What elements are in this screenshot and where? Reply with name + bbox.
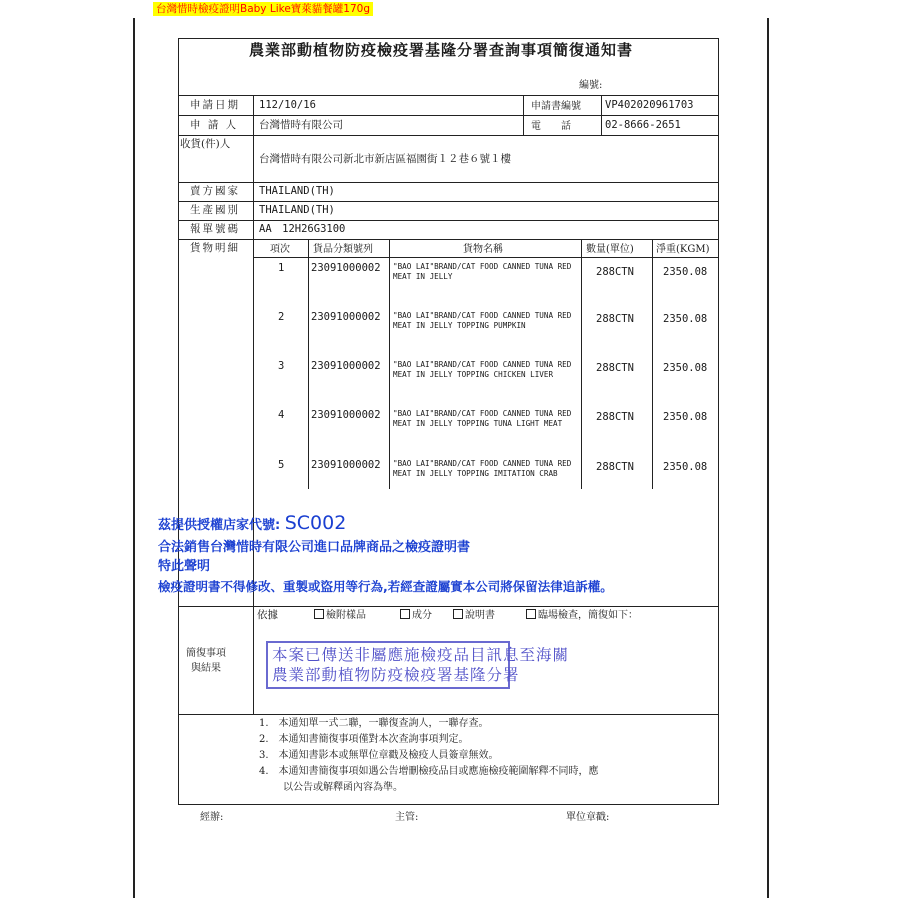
overlay-line-4: 檢疫證明書不得修改、重製或盜用等行為,若經查證屬實本公司將保留法律追訴權。	[158, 579, 613, 594]
applicant-label: 申 請 人	[190, 119, 239, 131]
checkbox-icon	[400, 609, 410, 619]
overlay-line-2: 合法銷售台灣惜時有限公司進口品牌商品之檢疫證明書	[158, 540, 471, 555]
rule	[178, 714, 719, 715]
item-no: 2	[278, 311, 285, 323]
rule	[178, 201, 719, 202]
rule	[178, 115, 719, 116]
consignee-value: 台灣惜時有限公司新北市新店區福園街１２巷６號１樓	[259, 153, 511, 165]
item-name: "BAO LAI"BRAND/CAT FOOD CANNED TUNA RED MEAT IN JELLY TOPPING TUNA LIGHT MEAT	[393, 409, 572, 428]
basis-option-inspection: 臨場檢查，簡復如下：	[526, 609, 638, 622]
item-name: "BAO LAI"BRAND/CAT FOOD CANNED TUNA RED MEAT IN JELLY TOPPING IMITATION CRAB	[393, 459, 572, 478]
checkbox-icon	[314, 609, 324, 619]
rule	[253, 257, 719, 258]
item-code: 23091000002	[311, 262, 381, 274]
col-qty: 數量(單位)	[586, 244, 634, 255]
item-qty: 288CTN	[596, 313, 634, 325]
item-no: 1	[278, 262, 285, 274]
producer-country-label: 生產國別	[190, 204, 240, 216]
declaration-label: 報單號碼	[190, 223, 240, 235]
item-qty: 288CTN	[596, 362, 634, 374]
note-line: 以公告或解釋函內容為準。	[283, 782, 403, 793]
col-weight: 淨重(KGM)	[656, 244, 710, 255]
item-no: 5	[278, 459, 285, 471]
item-name: "BAO LAI"BRAND/CAT FOOD CANNED TUNA RED MEAT IN JELLY TOPPING CHICKEN LIVER	[393, 360, 572, 379]
note-line: 2. 本通知書簡復事項僅對本次查詢事項判定。	[259, 734, 469, 745]
item-code: 23091000002	[311, 311, 381, 323]
checkbox-icon	[526, 609, 536, 619]
rule	[178, 220, 719, 221]
declaration-value: AA 12H26G3100	[259, 223, 346, 235]
rule	[523, 95, 524, 135]
stamp-line: 本案已傳送非屬應施檢疫品目訊息至海關	[272, 646, 570, 664]
phone-label: 電 話	[531, 121, 571, 132]
rule	[581, 239, 582, 489]
col-code: 貨品分類號列	[313, 244, 373, 255]
result-label-2: 與結果	[191, 663, 221, 674]
rule	[178, 606, 719, 607]
item-weight: 2350.08	[663, 266, 708, 278]
note-line: 1. 本通知單一式二聯，一聯復查詢人，一聯存查。	[259, 718, 489, 729]
apply-date-label: 申請日期	[190, 99, 240, 111]
rule	[601, 95, 602, 135]
footer-handler: 經辦:	[200, 812, 224, 823]
item-weight: 2350.08	[663, 313, 708, 325]
consignee-label: 收貨(件)人	[180, 138, 231, 150]
rule	[178, 239, 719, 240]
phone-value: 02-8666-2651	[605, 119, 681, 131]
rule	[308, 239, 309, 489]
rule	[178, 135, 719, 136]
item-code: 23091000002	[311, 459, 381, 471]
overlay-line-1	[158, 512, 347, 534]
item-no: 3	[278, 360, 285, 372]
form-no-label: 申請書編號	[531, 101, 581, 112]
number-label: 編號:	[579, 80, 603, 91]
col-item: 項次	[270, 244, 290, 255]
stamp-line: 農業部動植物防疫檢疫署基隆分署	[272, 666, 520, 684]
store-code: SC002	[284, 512, 347, 534]
item-name: "BAO LAI"BRAND/CAT FOOD CANNED TUNA RED MEAT IN JELLY	[393, 262, 572, 281]
origin-country-label: 賣方國家	[190, 185, 240, 197]
checkbox-icon	[453, 609, 463, 619]
basis-option-manual: 說明書	[453, 609, 495, 622]
form-no-value: VP402020961703	[605, 99, 694, 111]
item-weight: 2350.08	[663, 362, 708, 374]
item-qty: 288CTN	[596, 461, 634, 473]
item-weight: 2350.08	[663, 461, 708, 473]
rule	[178, 182, 719, 183]
rule	[652, 239, 653, 489]
overlay-line-3: 特此聲明	[158, 559, 211, 574]
goods-label: 貨物明細	[190, 242, 240, 254]
col-name: 貨物名稱	[463, 244, 503, 255]
basis-label: 依據	[257, 609, 278, 621]
document-banner: 台灣惜時檢疫證明Baby Like寶萊貓餐罐170g	[153, 2, 373, 16]
rule	[253, 95, 254, 714]
apply-date-value: 112/10/16	[259, 99, 316, 111]
item-qty: 288CTN	[596, 411, 634, 423]
item-code: 23091000002	[311, 360, 381, 372]
note-line: 4. 本通知書簡復事項如遇公告增刪檢疫品目或應施檢疫範圍解釋不同時，應	[259, 766, 599, 777]
item-no: 4	[278, 409, 285, 421]
item-qty: 288CTN	[596, 266, 634, 278]
basis-option-sample: 檢附樣品	[314, 609, 366, 622]
item-code: 23091000002	[311, 409, 381, 421]
basis-option-ingredients: 成分	[400, 609, 432, 622]
result-label-1: 簡復事項	[186, 648, 226, 659]
item-weight: 2350.08	[663, 411, 708, 423]
rule	[389, 239, 390, 489]
quarantine-stamp	[266, 641, 570, 689]
applicant-value: 台灣惜時有限公司	[259, 119, 343, 131]
rule	[178, 95, 719, 96]
producer-country-value: THAILAND(TH)	[259, 204, 335, 216]
item-name: "BAO LAI"BRAND/CAT FOOD CANNED TUNA RED MEAT IN JELLY TOPPING PUMPKIN	[393, 311, 572, 330]
form-title: 農業部動植物防疫檢疫署基隆分署查詢事項簡復通知書	[249, 41, 634, 59]
origin-country-value: THAILAND(TH)	[259, 185, 335, 197]
footer-supervisor: 主管:	[395, 812, 419, 823]
note-line: 3. 本通知書影本或無單位章戳及檢疫人員簽章無效。	[259, 750, 499, 761]
overlay-line-1-text: 茲提供授權店家代號:	[158, 518, 281, 533]
footer-seal: 單位章戳:	[566, 812, 610, 823]
